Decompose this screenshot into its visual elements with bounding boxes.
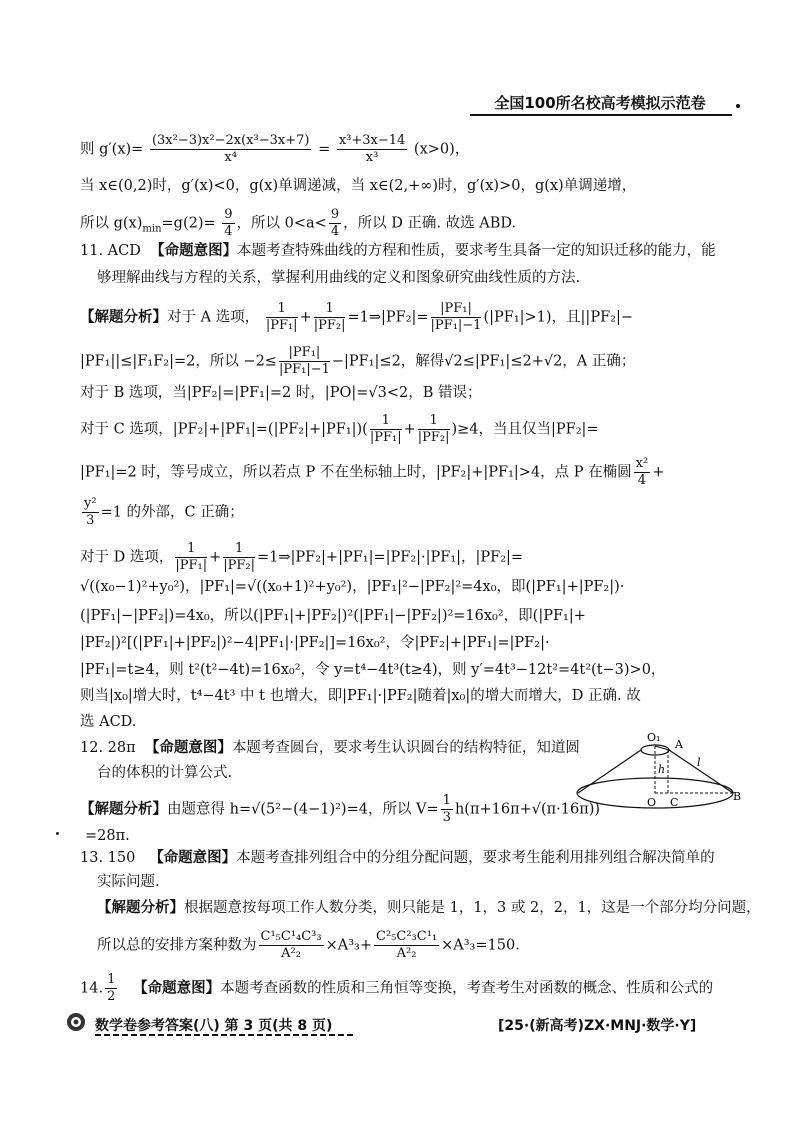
text: −|PF₁|≤2，解得√2≤|PF₁|≤2+√2，A 正确；: [331, 353, 636, 370]
q13-analysis-cont: [97, 929, 520, 962]
q11-analysis-b: 对于 B 选项，当|PF₂|=|PF₁|=2 时，|PO|=√3<2，B 错误；: [80, 385, 482, 401]
numerator: 9: [224, 207, 233, 222]
frustum-figure: [575, 728, 745, 813]
section-tag: 【命题意图】: [150, 243, 238, 259]
numerator: 1: [223, 541, 255, 558]
label-o: O: [647, 796, 657, 809]
text: 本题考查排列组合中的分组分配问题，要求考生能利用排列组合解决简单的: [236, 850, 715, 866]
denominator: |PF₁|−1: [278, 362, 330, 377]
numerator: (3x²−3)x²−2x(x³−3x+7): [151, 133, 310, 148]
numerator: x³+3x−14: [338, 133, 406, 148]
denominator: A²₂: [281, 946, 301, 961]
fraction: [314, 301, 346, 334]
text: ，所以 D 正确. 故选 ABD.: [343, 215, 517, 232]
fraction: [266, 301, 298, 334]
text: +: [209, 549, 222, 566]
numerator: 1: [314, 301, 346, 318]
denominator: 2: [107, 989, 116, 1004]
text: 根据题意按每项工作人数分类，则只能是 1，1，3 或 2，2，1，这是一个部分均分问题，: [184, 900, 761, 916]
numerator: y²: [84, 496, 97, 511]
numerator: 1: [370, 413, 402, 430]
q11-analysis-d-6: 则当|x₀|增大时，t⁴−4t³ 中 t 也增大，即|PF₁|·|PF₂|随着|x₀|的增大而增大，D 正确. 故: [80, 688, 641, 704]
q13-analysis: [97, 898, 761, 918]
fraction: [223, 541, 255, 574]
monotonic-line: 当 x∈(0,2)时，g′(x)<0，g(x)单调递减，当 x∈(2,+∞)时，g′(x)>0，g(x)单调递增，: [80, 178, 637, 194]
text: 本题考查函数的性质和三角恒等变换，考查考生对函数的概念、性质和公式的: [220, 980, 714, 997]
numerator: 1: [107, 972, 116, 987]
label-l: l: [697, 756, 701, 769]
fraction: [279, 345, 330, 378]
q11-analysis-d-5: |PF₁|=t≥4，则 t²(t²−4t)=16x₀²，令 y=t⁴−4t³(t≥4)，则 y′=4t³−12t²=4t²(t−3)>0，: [80, 662, 666, 678]
answer-number: 12. 28π: [80, 740, 136, 756]
fraction: [259, 929, 324, 962]
text: ，所以 0<a<: [236, 215, 327, 232]
text: 所以 g(x): [80, 215, 143, 232]
fraction: [441, 793, 453, 826]
numerator: |PF₁|: [431, 301, 482, 318]
q11-analysis-d-7: 选 ACD.: [80, 714, 137, 730]
q12-analysis: [80, 793, 600, 826]
text: ×A³₃+: [325, 937, 373, 954]
right-generatrix: [669, 750, 733, 793]
derivative-line: [80, 133, 469, 166]
denominator: 4: [637, 473, 647, 488]
numerator: x²: [635, 456, 649, 471]
denominator: |PF₁|: [265, 318, 298, 333]
denominator: 4: [330, 224, 340, 239]
numerator: 1: [418, 413, 450, 430]
denominator: |PF₂|: [223, 558, 255, 573]
numerator: C²₅C²₃C¹₁: [376, 929, 438, 944]
fraction: [150, 133, 312, 166]
q11-analysis-d-3: (|PF₁|−|PF₂|)=4x₀，所以(|PF₁|+|PF₂|)²(|PF₁|−|PF₂|)²=16x₀²，即(|PF₁|+: [80, 608, 586, 624]
answer-number: 11. ACD: [80, 243, 141, 259]
text: +: [652, 464, 665, 481]
text: 对于 D 选项，: [80, 549, 174, 566]
fraction: [105, 972, 117, 1005]
numerator: 1: [442, 793, 451, 808]
q11-analysis-c-end: [80, 496, 244, 529]
text: =1 的外部，C 正确；: [100, 504, 244, 521]
q11-analysis-a: [80, 301, 633, 334]
section-tag: 【解题分析】: [80, 801, 167, 818]
fraction: [634, 456, 651, 489]
fraction: [175, 541, 207, 574]
q11-analysis-d-2: √((x₀−1)²+y₀²)，|PF₁|=√((x₀+1)²+y₀²)，|PF₁|²−|PF₂|²=4x₀，即(|PF₁|+|PF₂|)·: [80, 579, 625, 595]
section-tag: 【命题意图】: [149, 850, 237, 866]
question-12-intent-cont: 台的体积的计算公式.: [97, 765, 233, 781]
question-11-intent-cont: 够理解曲线与方程的关系，掌握利用曲线的定义和图象研究曲线性质的方法.: [97, 270, 581, 286]
text: ×A³₃=150.: [441, 937, 520, 954]
fraction: [222, 207, 234, 240]
question-13-intent-cont: 实际问题.: [97, 874, 160, 890]
text: =: [318, 141, 331, 158]
left-generatrix: [578, 750, 641, 793]
denominator: 4: [224, 224, 233, 239]
footer-code: [25·(新高考)ZX·MNJ·数学·Y]: [498, 1018, 697, 1034]
text: h(π+16π+√(π·16π)): [454, 801, 601, 818]
question-11-intent: [80, 241, 716, 261]
fraction: [82, 496, 99, 529]
denominator: |PF₂|: [313, 318, 346, 333]
numerator: 9: [330, 207, 340, 222]
text: =1⇒|PF₂|+|PF₁|=|PF₂|·|PF₁|，|PF₂|=: [257, 549, 524, 566]
denominator: |PF₁|−1: [430, 318, 482, 333]
fraction: [418, 413, 450, 446]
fraction: [329, 207, 341, 240]
min-value-line: [80, 207, 516, 240]
footer-page-info: 数学卷参考答案(八) 第 3 页(共 8 页): [95, 1018, 333, 1034]
answer-number: 14.: [80, 980, 104, 997]
q11-analysis-c: [80, 413, 599, 446]
answer-number: 13. 150: [80, 850, 136, 866]
header-mark: [736, 104, 740, 108]
text: +: [403, 421, 416, 438]
label-h: h: [658, 763, 666, 776]
text: 对于 A 选项，: [167, 309, 260, 326]
q11-analysis-d: [80, 541, 523, 574]
text: |PF₁|=2 时，等号成立，所以若点 P 不在坐标轴上时，|PF₂|+|PF₁|>4，点 P 在椭圆: [80, 464, 632, 481]
denominator: |PF₁|: [175, 558, 208, 573]
numerator: 1: [266, 301, 298, 318]
section-tag: 【命题意图】: [144, 740, 232, 756]
label-c: C: [670, 796, 679, 809]
numerator: |PF₁|: [279, 345, 330, 362]
text: 本题考查圆台，要求考生认识圆台的结构特征，知道圆: [231, 740, 580, 756]
label-a: A: [675, 738, 683, 751]
numerator: 1: [175, 541, 207, 558]
section-tag: 【命题意图】: [133, 980, 221, 997]
fraction: [337, 133, 407, 166]
denominator: 3: [442, 810, 451, 825]
text: )≥4，当且仅当|PF₂|=: [451, 421, 599, 438]
fraction: [374, 929, 439, 962]
text: 则 g′(x)=: [80, 141, 144, 158]
label-o1: O₁: [647, 731, 661, 744]
section-tag: 【解题分析】: [97, 900, 184, 916]
fraction: [431, 301, 482, 334]
denominator: |PF₁|: [369, 430, 402, 445]
denominator: 3: [86, 513, 95, 528]
section-tag: 【解题分析】: [80, 309, 167, 326]
q12-result: =28π.: [85, 828, 130, 844]
denominator: |PF₂|: [417, 430, 450, 445]
text: =g(2)=: [161, 215, 216, 232]
fraction: [370, 413, 402, 446]
header-rule: [470, 114, 732, 116]
q11-analysis-c-cont: [80, 456, 664, 489]
text: 由题意得 h=√(5²−(4−1)²)=4，所以 V=: [167, 801, 439, 818]
text: 对于 C 选项，|PF₂|+|PF₁|=(|PF₂|+|PF₁|)(: [80, 421, 368, 438]
page-header-title: 全国100所名校高考模拟示范卷: [494, 94, 706, 112]
question-12-intent: [80, 738, 580, 758]
text: 所以总的安排方案种数为: [97, 937, 257, 954]
question-13-intent: [80, 848, 715, 868]
text: =1⇒|PF₂|=: [347, 309, 429, 326]
label-b: B: [733, 790, 742, 803]
denominator: x⁴: [224, 150, 237, 165]
text: |PF₁||≤|F₁F₂|=2，所以 −2≤: [80, 353, 277, 370]
subscript: min: [142, 223, 162, 235]
denominator: A²₂: [396, 946, 417, 961]
text: 本题考查特殊曲线的方程和性质，要求考生具备一定的知识迁移的能力，能: [237, 243, 716, 259]
text: (x>0)，: [413, 141, 470, 158]
denominator: x³: [365, 150, 379, 165]
q11-analysis-d-4: |PF₂|)²[(|PF₁|+|PF₂|)²−4|PF₁|·|PF₂|]=16x₀²，令|PF₂|+|PF₁|=|PF₂|·: [80, 635, 550, 651]
text: +: [299, 309, 312, 326]
scan-speck: [56, 832, 59, 835]
numerator: C¹₅C¹₄C³₃: [260, 929, 322, 944]
footer-underline: [95, 1034, 353, 1036]
publisher-logo-icon: [66, 1012, 86, 1032]
q11-analysis-a-cont: [80, 345, 635, 378]
text: (|PF₁|>1)，且||PF₂|−: [483, 309, 633, 326]
question-14-intent: [80, 972, 713, 1005]
